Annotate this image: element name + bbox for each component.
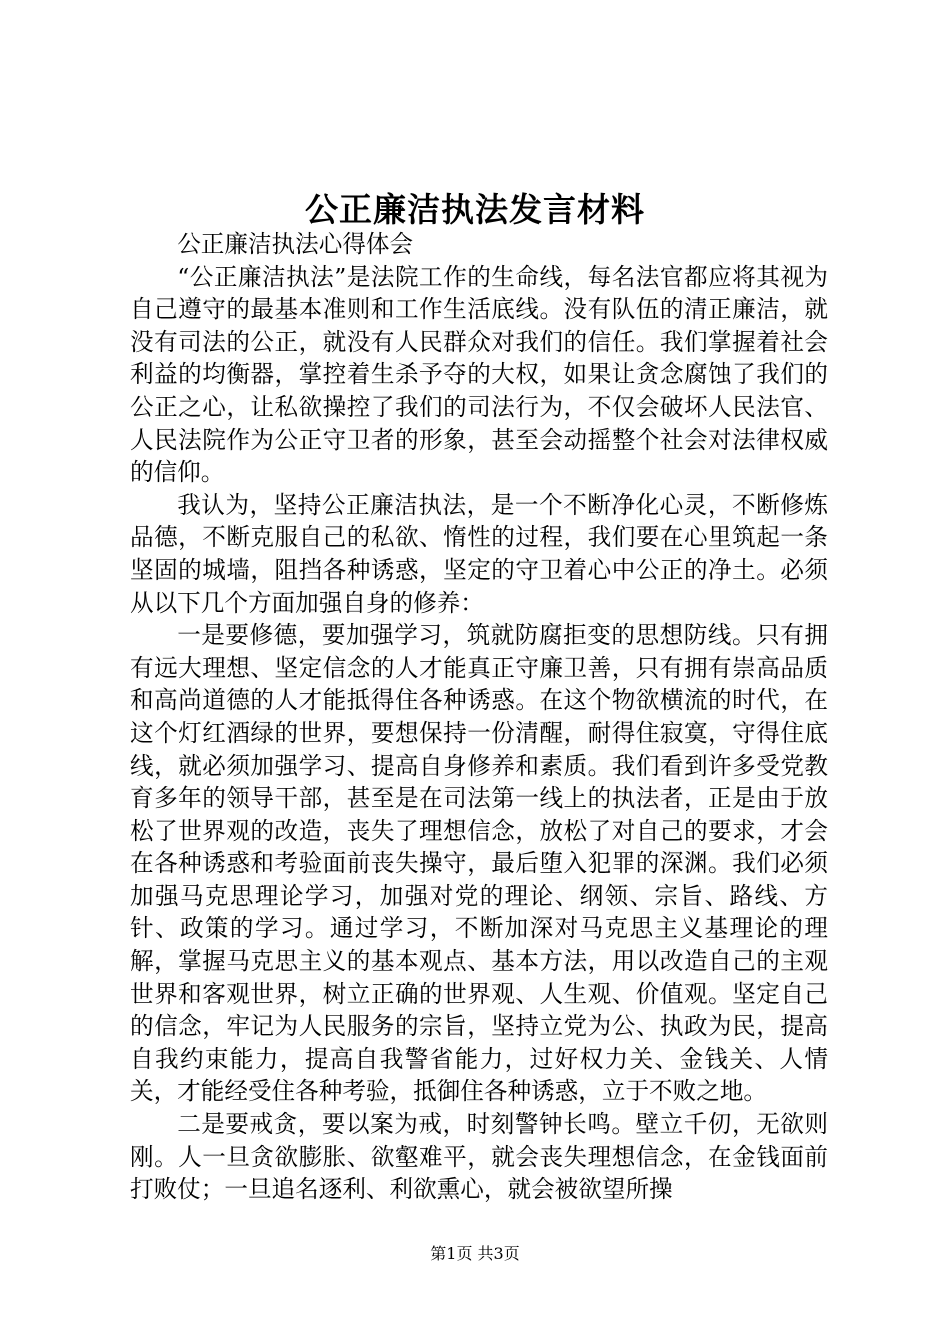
- paragraph: 二是要戒贪，要以案为戒，时刻警钟长鸣。壁立千仞，无欲则刚。人一旦贪欲膨胀、欲壑难平，就会丧失理想信念，在金钱面前打败仗；一旦追名逐利、利欲熏心，就会被欲望所操: [130, 1110, 828, 1204]
- page-number-footer: 第1页 共3页: [430, 1244, 520, 1263]
- paragraph: “公正廉洁执法”是法院工作的生命线，每名法官都应将其视为自己遵守的最基本准则和工作生活底线。没有队伍的清正廉洁，就没有司法的公正，就没有人民群众对我们的信任。我们掌握着社会利益的均衡器，掌控着生杀予夺的大权，如果让贪念腐蚀了我们的公正之心，让私欲操控了我们的司法行为，不仅会破坏人民法官、人民法院作为公正守卫者的形象，甚至会动摇整个社会对法律权威的信仰。: [130, 262, 828, 487]
- paragraph-subtitle: 公正廉洁执法心得体会: [177, 230, 414, 258]
- document-title: 公正廉洁执法发言材料: [305, 190, 645, 229]
- paragraph: 一是要修德，要加强学习，筑就防腐拒变的思想防线。只有拥有远大理想、坚定信念的人才能真正守廉卫善，只有拥有崇高品质和高尚道德的人才能抵得住各种诱惑。在这个物欲横流的时代，在这个灯红酒绿的世界，要想保持一份清醒，耐得住寂寞，守得住底线，就必须加强学习、提高自身修养和素质。我们看到许多受党教育多年的领导干部，甚至是在司法第一线上的执法者，正是由于放松了世界观的改造，丧失了理想信念，放松了对自己的要求，才会在各种诱惑和考验面前丧失操守，最后堕入犯罪的深渊。我们必须加强马克思理论学习，加强对党的理论、纲领、宗旨、路线、方针、政策的学习。通过学习，不断加深对马克思主义基理论的理解，掌握马克思主义的基本观点、基本方法，用以改造自己的主观世界和客观世界，树立正确的世界观、人生观、价值观。坚定自己的信念，牢记为人民服务的宗旨，坚持立党为公、执政为民，提高自我约束能力，提高自我警省能力，过好权力关、金钱关、人情关，才能经受住各种考验，抵御住各种诱惑，立于不败之地。: [130, 621, 828, 1106]
- document-body: [130, 228, 828, 1206]
- paragraph: 我认为，坚持公正廉洁执法，是一个不断净化心灵，不断修炼品德，不断克服自己的私欲、惰性的过程，我们要在心里筑起一条坚固的城墙，阻挡各种诱惑，坚定的守卫着心中公正的净土。必须从以下几个方面加强自身的修养：: [130, 490, 828, 617]
